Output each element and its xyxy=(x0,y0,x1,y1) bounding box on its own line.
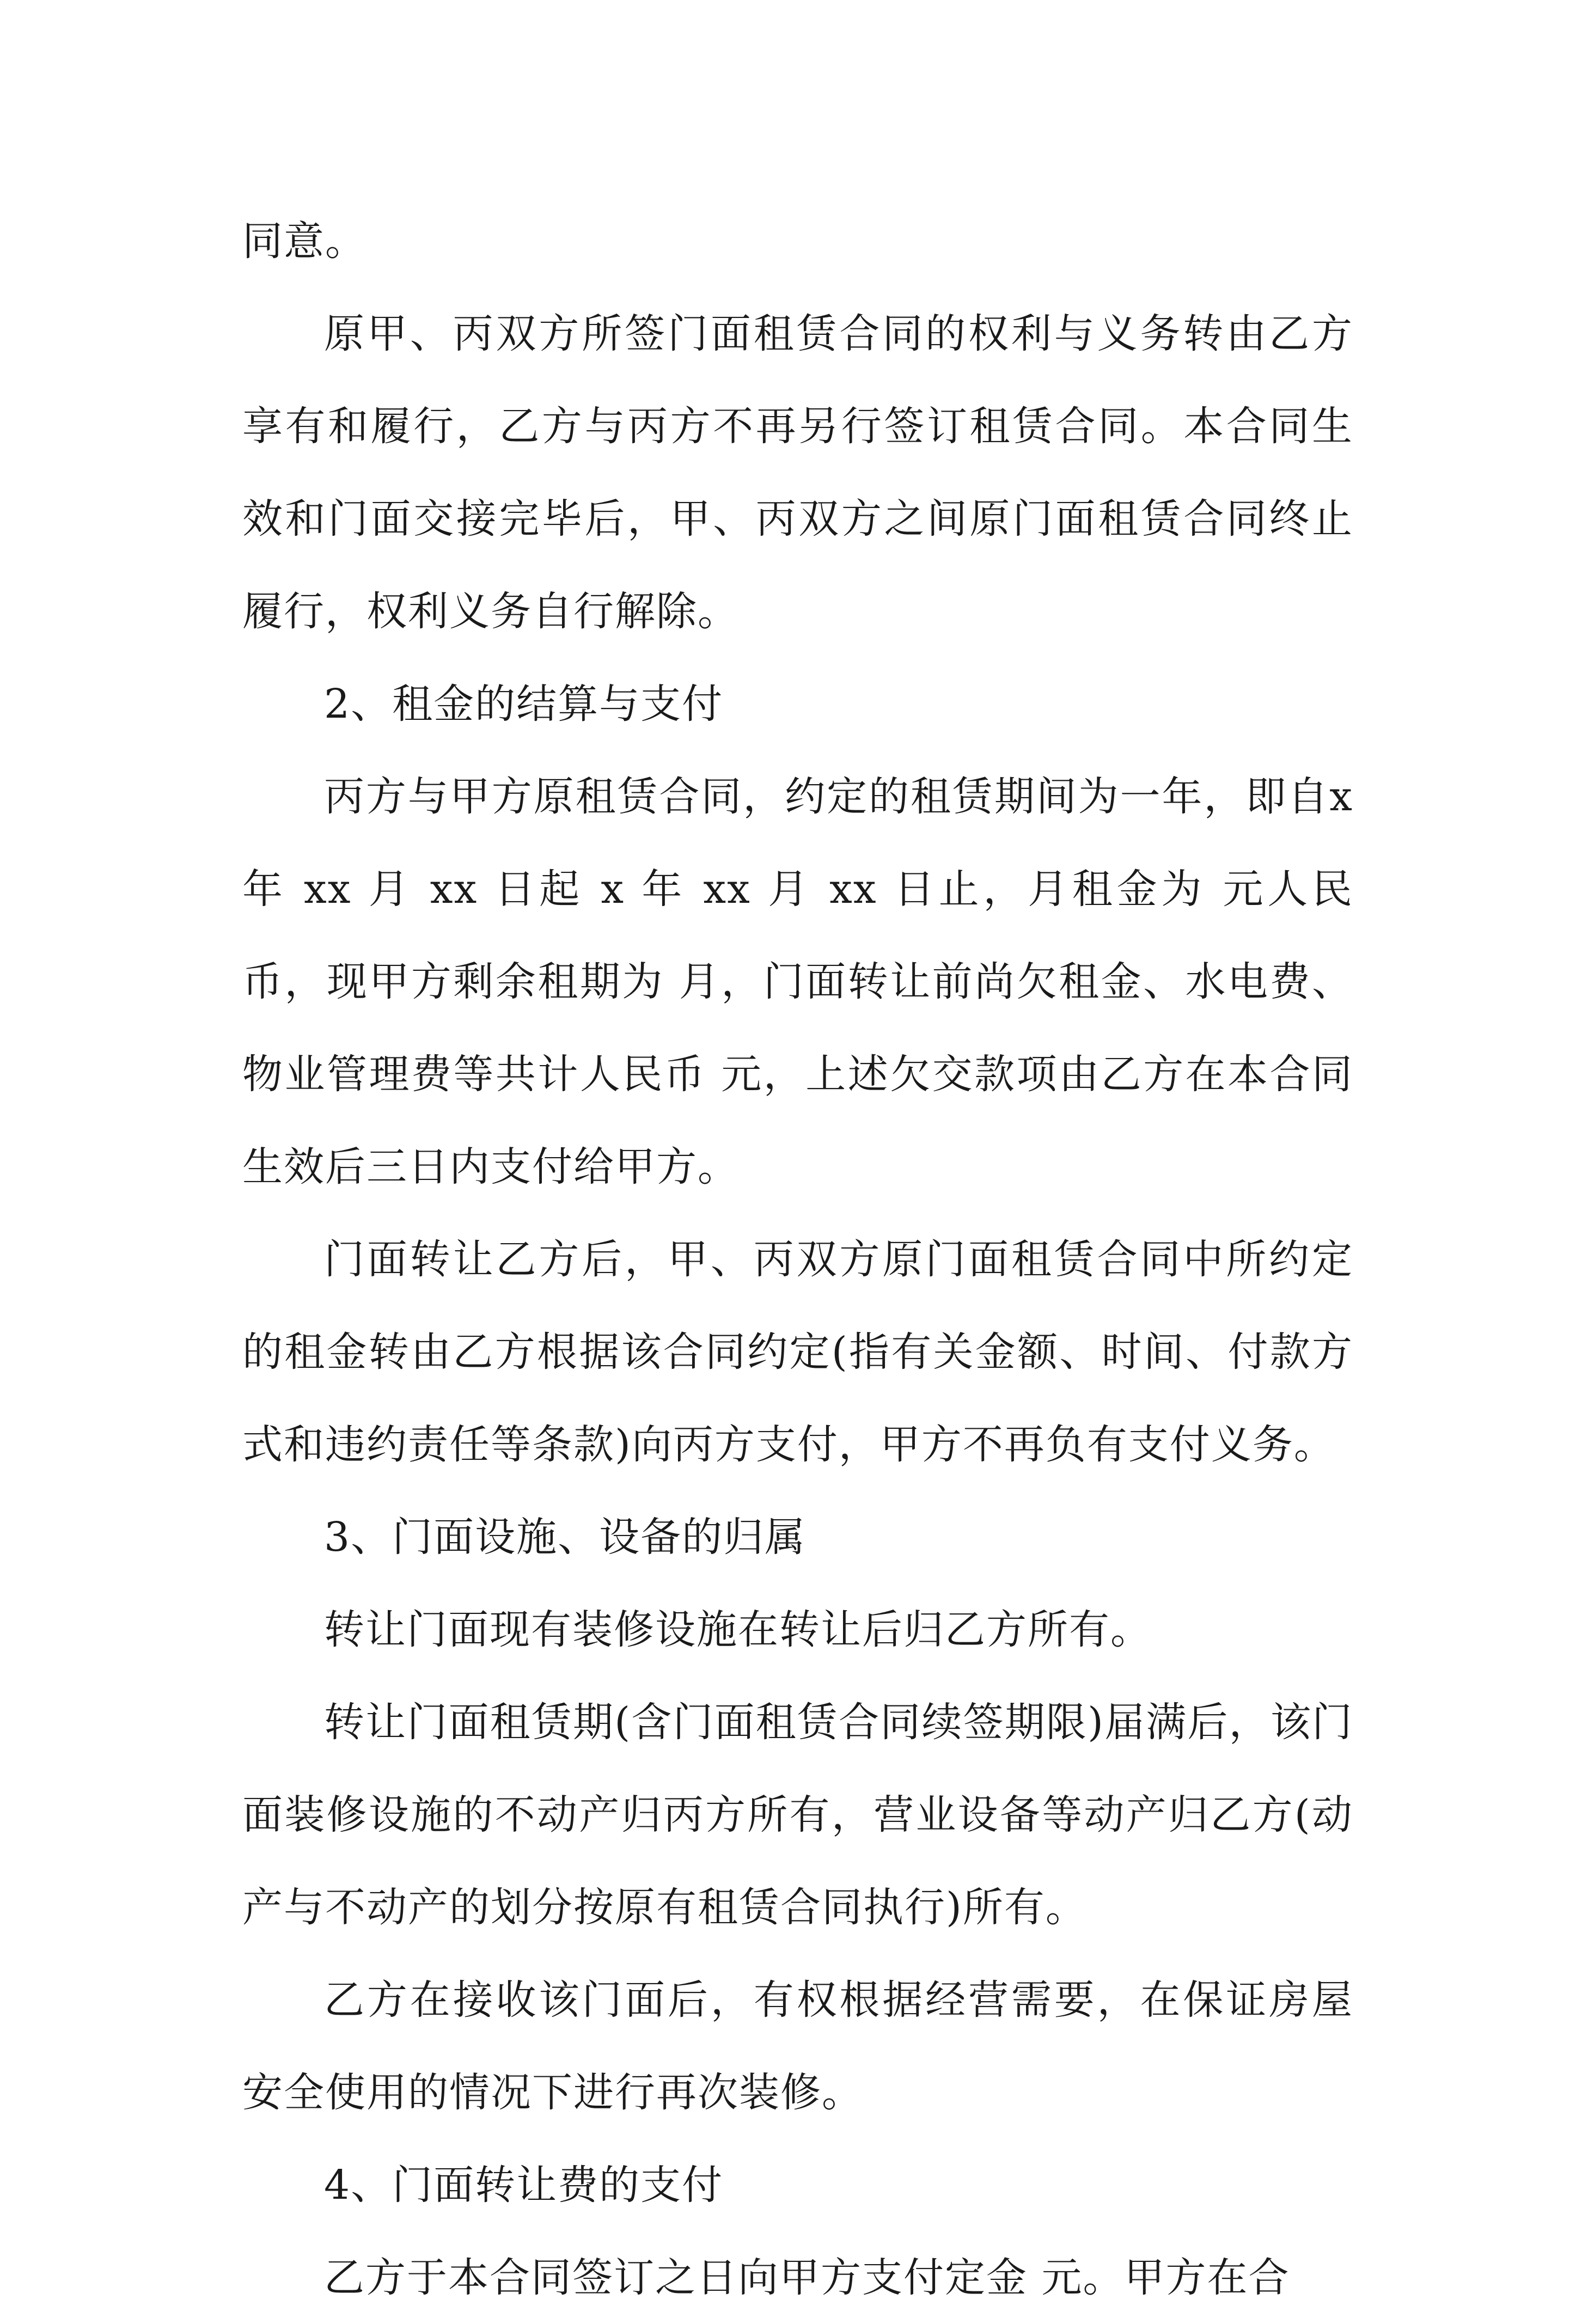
paragraph-lease-expiry: 转让门面租赁期(含门面租赁合同续签期限)届满后，该门面装修设施的不动产归丙方所有，营业设备等动产归乙方(动产与不动产的划分按原有租赁合同执行)所有。 xyxy=(242,1699,1353,1931)
paragraph-renovation-right: 乙方在接收该门面后，有权根据经营需要，在保证房屋安全使用的情况下进行再次装修。 xyxy=(242,1977,1353,2116)
heading-transfer-fee: 4、门面转让费的支付 xyxy=(324,2162,724,2209)
paragraph-deposit: 乙方于本合同签订之日向甲方支付定金 元。甲方在合 xyxy=(324,2254,1290,2301)
heading-facilities-ownership: 3、门面设施、设备的归属 xyxy=(324,1514,807,1561)
paragraph-rent-payment: 门面转让乙方后，甲、丙双方原门面租赁合同中所约定的租金转由乙方根据该合同约定(指有关金额、时间、付款方式和违约责任等条款)向丙方支付，甲方不再负有支付义务。 xyxy=(242,1236,1353,1468)
paragraph-rent-terms: 丙方与甲方原租赁合同，约定的租赁期间为一年，即自x 年 xx 月 xx 日起 x 年 xx 月 xx 日止，月租金为 元人民币，现甲方剩余租期为 月，门面转让前尚欠租金、水电费、物业管理费等共计人民币 元，上述欠交款项由乙方在本合同生效后三日内支付给甲方。 xyxy=(242,773,1353,1190)
heading-rent-settlement: 2、租金的结算与支付 xyxy=(324,681,724,727)
paragraph-consent: 同意。 xyxy=(242,218,366,265)
paragraph-rights-transfer: 原甲、丙双方所签门面租赁合同的权利与义务转由乙方享有和履行，乙方与丙方不再另行签订租赁合同。本合同生效和门面交接完毕后，甲、丙双方之间原门面租赁合同终止履行，权利义务自行解除。 xyxy=(242,310,1353,635)
document-body xyxy=(242,195,1353,2324)
paragraph-decoration-ownership: 转让门面现有装修设施在转让后归乙方所有。 xyxy=(324,1606,1152,1653)
